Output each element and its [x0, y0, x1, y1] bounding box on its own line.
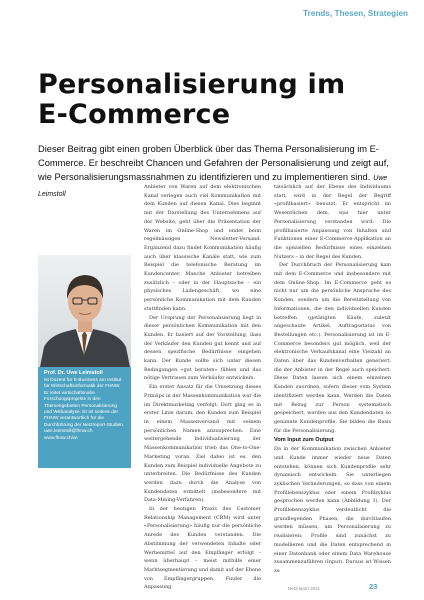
- page-number: 23: [369, 582, 378, 591]
- paragraph: Ein erster Ansatz für die Umsetzung dieses Prinzips in der Massenkommunikation war die im Direktmarketing verfolgt. Dort ging es in erster Linie darum, den Kunden zum Beispiel in einem Massenversand mit seinem persönlichen Namen anzusprechen. Eine weitergehende Individualisierung der Massenkommunikation trieb das One-to-One-Marketing voran. Ziel dabei ist es, den Kunden zum Beispiel individuelle Angebote zu unterbreiten. Die Bedürfnisse des Kunden werden dazu durch die Analyse von Kundendaten ermittelt (insbesondere mit Data-Mining-Verfahren).: [144, 384, 261, 504]
- article-title: [38, 70, 398, 130]
- author-photo: [38, 255, 131, 367]
- paragraph: tatsächlich auf der Ebene des Individuums statt, wird in der Regel der Begriff «profilbasiert» benutzt. Er entspricht im Wesentlichen dem, was hier unter Personalisierung verstanden wird: Die profilbasierte Anpassung von Inhalten und Funktionen einer E-Commerce-Applikation an die speziellen Bedürfnisse eines einzelnen Nutzers – in der Regel des Kunden.: [274, 184, 391, 260]
- byline: Uwe Leimstoll: [38, 175, 388, 198]
- paragraph: Anbieter von Waren auf dem elektronischen Kanal verlegen auch viel Kommunikation mit dem Kunden auf diesen Kanal. Dies beginnt mit der Darstellung des Unternehmens auf der Website, geht über die Präsentation der Waren im Online-Shop und endet beim regelmässigen Newsletter-Versand. Ergänzend dazu findet Kommunikation häufig auch über klassische Kanäle statt, wie zum Beispiel die telefonische Beratung im Kundencenter. Manche Anbieter betreiben zusätzlich – oder in der Hauptsache – ein physisches Ladengeschäft, wo eine persönliche Kommunikation mit dem Kunden stattfinden kann.: [144, 184, 261, 312]
- title-line-2: E-Commerce: [38, 99, 231, 130]
- section-label: Trends, Thesen, Strategien: [303, 9, 408, 18]
- author-bio-text: ist Dozent für E-Business am Institut für Wirtschaftsinformatik der FHNW. Er leitet wirtschaftsnahe Forschungsprojekte in den Themengebieten Personalisierung und Webanalyse. Er ist seitens der FHNW verantwortlich für die Durchführung der Netzreport-Studien.: [44, 378, 125, 428]
- subheading: Vom Input zum Output: [274, 437, 334, 444]
- author-name: Prof. Dr. Uwe Leimstoll: [44, 370, 103, 376]
- author-email[interactable]: uwe.leimstoll@fhnw.ch: [44, 429, 93, 435]
- author-website[interactable]: www.fhnw.ch/wi: [44, 435, 78, 441]
- author-bio-box: [38, 367, 131, 468]
- author-portrait-image: [38, 255, 131, 367]
- lead-text: Dieser Beitrag gibt einen groben Überblick über das Thema Personalisierung im E-Commerce. Er beschreibt Chancen und Gefahren der Personalisierung und zeigt auf, wie Personalisierungsmassnahmen zu identifizieren und zu implementieren sind.: [38, 144, 389, 182]
- title-line-1: Personalisierung im: [38, 69, 346, 100]
- paragraph: Da in der Kommunikation zwischen Anbieter und Kunde immer wieder neue Daten entstehen, können sich Kundenprofile sehr dynamisch entwickeln. Sie unterliegen zyklischen Veränderungen, so dass von einem Profillebenszyklus oder einem Profilzyklus gesprochen werden kann (Abbildung 1). Der Profillebenszyklus verdeutlicht die grundlegenden Phasen, die durchlaufen werden müssen, um Personalisierung zu realisieren: Profile sind zunächst zu modellieren und die Daten entsprechend in einer Datenbank oder einem Data Warehouse zusammenzuführen (Input). Daraus ist Wissen zu: [274, 446, 391, 574]
- paragraph: In der heutigen Praxis des Customer Relationship Management (CRM) wird unter «Personalisierung» häufig nur die persönliche Anrede des Kunden verstanden. Die Abstimmung der verwendeten Inhalte oder Werbemittel auf den Empfänger erfolgt – wenn überhaupt – meist mithilfe einer Marktsegmentierung und damit auf der Ebene von Empfängergruppen. Finder die Anpassung: [144, 506, 262, 591]
- paragraph: Der Ursprung der Personalisierung liegt in dieser persönlichen Kommunikation mit den Kunden. Er basiert auf der Vorstellung, dass der Verkäufer den Kunden gut kennt und auf dessen spezifische Bedürfnisse eingehen kann. Der Kunde sollte sich unter diesen Bedingungen «gut beraten» fühlen und das nötige Vertrauen zum Verkäufer entwickeln.: [144, 314, 261, 382]
- body-column-2: [274, 183, 391, 576]
- body-column-1: [144, 183, 261, 592]
- footer-tag: Netzreport 2011: [288, 586, 320, 591]
- paragraph: Der Durchbruch der Personalisierung kam mit dem E-Commerce und insbesondere mit dem Online-Shop. Im E-Commerce geht es nicht nur um die persönliche Ansprache des Kunden, sondern um die Bereitstellung von Informationen, die den individuellen Kunden betreffen (getätigten Käufe, zuletzt angeschaute Artikel, Auftragsstatus von Bestellungen etc.). Personalisierung ist im E-Commerce besonders gut möglich, weil der elektronische Verkaufskanal eine Vielzahl an Daten über das Kundenverhalten generiert, die der Anbieter in der Regel auch speichert. Diese Daten lassen sich einem einzelnen Kunden zuordnen, sofern dieser vom System identifiziert werden kann. Werden die Daten mit Bezug zur Person systematisch gespeichert, werden aus den Kundendaten so genannte Kundenprofile. Sie bilden die Basis für die Personalisierung.: [274, 262, 391, 434]
